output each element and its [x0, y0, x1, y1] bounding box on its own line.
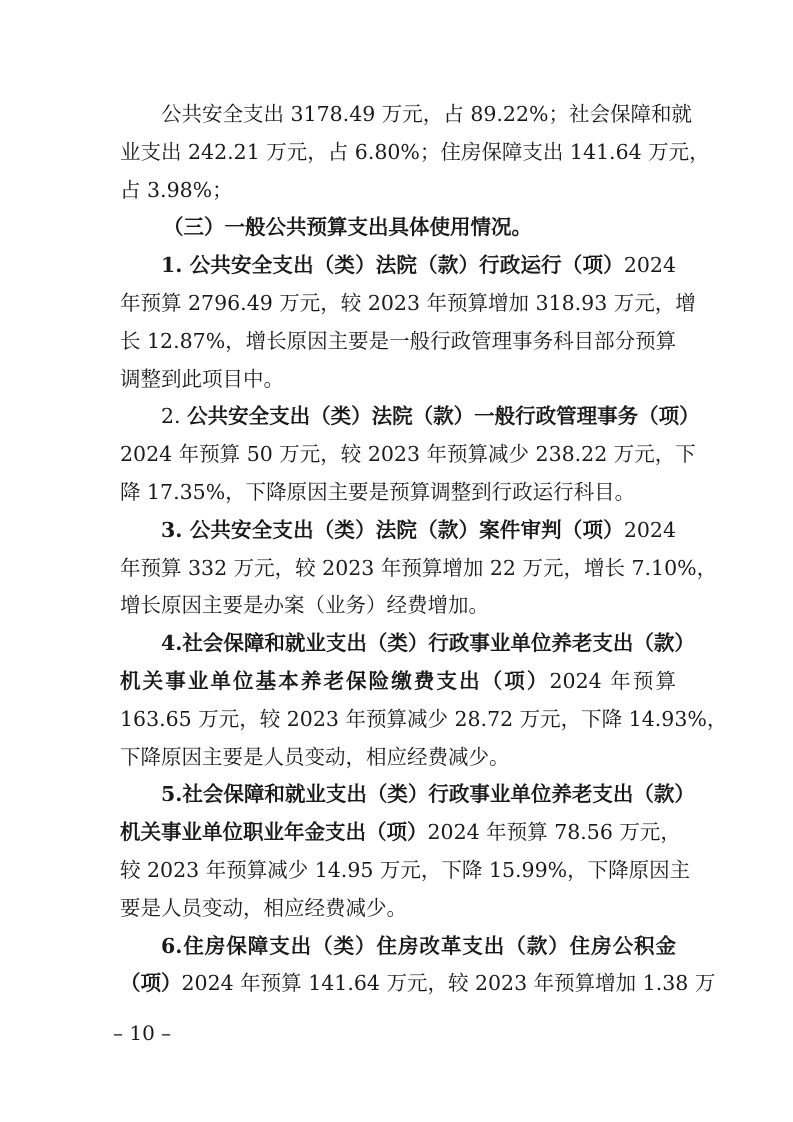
paragraph-item-3: [120, 512, 718, 625]
text-run: 调整到此项目中。: [120, 366, 284, 391]
page-number: – 10 –: [113, 1021, 172, 1045]
text-line: [120, 890, 676, 928]
text-run: 2024 年预算: [549, 668, 677, 693]
text-run: 2024 年预算 50 万元，较 2023 年预算减少 238.22 万元，下: [120, 442, 696, 467]
text-line: [120, 965, 716, 1003]
item-title: 1. 公共安全支出（类）法院（款）行政运行（项）: [161, 253, 624, 278]
item-title: （项）: [120, 971, 182, 996]
text-line: [120, 587, 676, 625]
text-line: [120, 172, 676, 210]
item-number: 2.: [161, 404, 188, 429]
text-run: 年预算 332 万元，较 2023 年预算增加 22 万元，增长 7.10%，: [120, 555, 718, 580]
text-line: [120, 398, 700, 436]
text-run: 2024 年预算 78.56 万元，: [427, 820, 681, 845]
text-run: 年预算 2796.49 万元，较 2023 年预算增加 318.93 万元，增: [120, 290, 696, 315]
text-line: [120, 814, 681, 852]
document-body: [120, 96, 728, 1003]
item-title: 6.住房保障支出（类）住房改革支出（款）住房公积金: [161, 933, 676, 958]
text-line: [120, 739, 676, 777]
text-line: [120, 550, 718, 588]
text-run: 较 2023 年预算减少 14.95 万元，下降 15.99%，下降原因主: [120, 857, 691, 882]
section-heading: [120, 209, 676, 247]
item-title: 3. 公共安全支出（类）法院（款）案件审判（项）: [161, 517, 624, 542]
text-run: 降 17.35%，下降原因主要是预算调整到行政运行科目。: [120, 479, 636, 504]
text-run: 2024 年预算 141.64 万元，较 2023 年预算增加 1.38 万: [181, 971, 716, 996]
text-line: [120, 701, 728, 739]
item-title: 公共安全支出（类）法院（款）一般行政管理事务（项）: [187, 404, 700, 429]
text-line: [120, 436, 696, 474]
paragraph-item-4: [120, 625, 728, 776]
text-run: 2024: [623, 517, 676, 542]
text-run: 占 3.98%；: [120, 177, 233, 202]
heading-text: （三）一般公共预算支出具体使用情况。: [163, 215, 532, 240]
text-line: [120, 928, 676, 966]
text-run: 长 12.87%，增长原因主要是一般行政管理事务科目部分预算: [120, 328, 677, 353]
text-line: [120, 776, 695, 814]
text-line: [120, 625, 695, 663]
paragraph-item-5: [120, 776, 695, 927]
text-line: [120, 134, 710, 172]
text-run: 下降原因主要是人员变动，相应经费减少。: [120, 744, 510, 769]
item-title: 机关事业单位职业年金支出（项）: [120, 820, 428, 845]
text-run: 公共安全支出 3178.49 万元，占 89.22%；社会保障和就: [161, 102, 692, 126]
text-run: 业支出 242.21 万元，占 6.80%；住房保障支出 141.64 万元，: [120, 139, 710, 164]
text-line: [120, 285, 696, 323]
text-line: [120, 361, 676, 399]
text-line: [120, 323, 676, 361]
paragraph-item-6: [120, 928, 716, 1004]
item-title: 5.社会保障和就业支出（类）行政事业单位养老支出（款）: [161, 782, 695, 807]
text-line: [120, 96, 692, 134]
text-line: [120, 474, 676, 512]
text-run: 要是人员变动，相应经费减少。: [120, 895, 407, 920]
paragraph-item-1: [120, 247, 696, 398]
text-line: [120, 209, 676, 247]
text-run: 增长原因主要是办案（业务）经费增加。: [120, 593, 489, 618]
paragraph-item-2: [120, 398, 700, 511]
text-line: [120, 247, 676, 285]
text-run: 163.65 万元，较 2023 年预算减少 28.72 万元，下降 14.93%，: [120, 706, 728, 731]
item-title: 机关事业单位基本养老保险缴费支出（项）: [120, 668, 550, 693]
text-run: 2024: [623, 253, 676, 278]
text-line: [120, 852, 691, 890]
paragraph-summary: [120, 96, 710, 209]
item-title: 4.社会保障和就业支出（类）行政事业单位养老支出（款）: [161, 631, 695, 656]
text-line: [120, 512, 676, 550]
text-line: [120, 663, 676, 701]
